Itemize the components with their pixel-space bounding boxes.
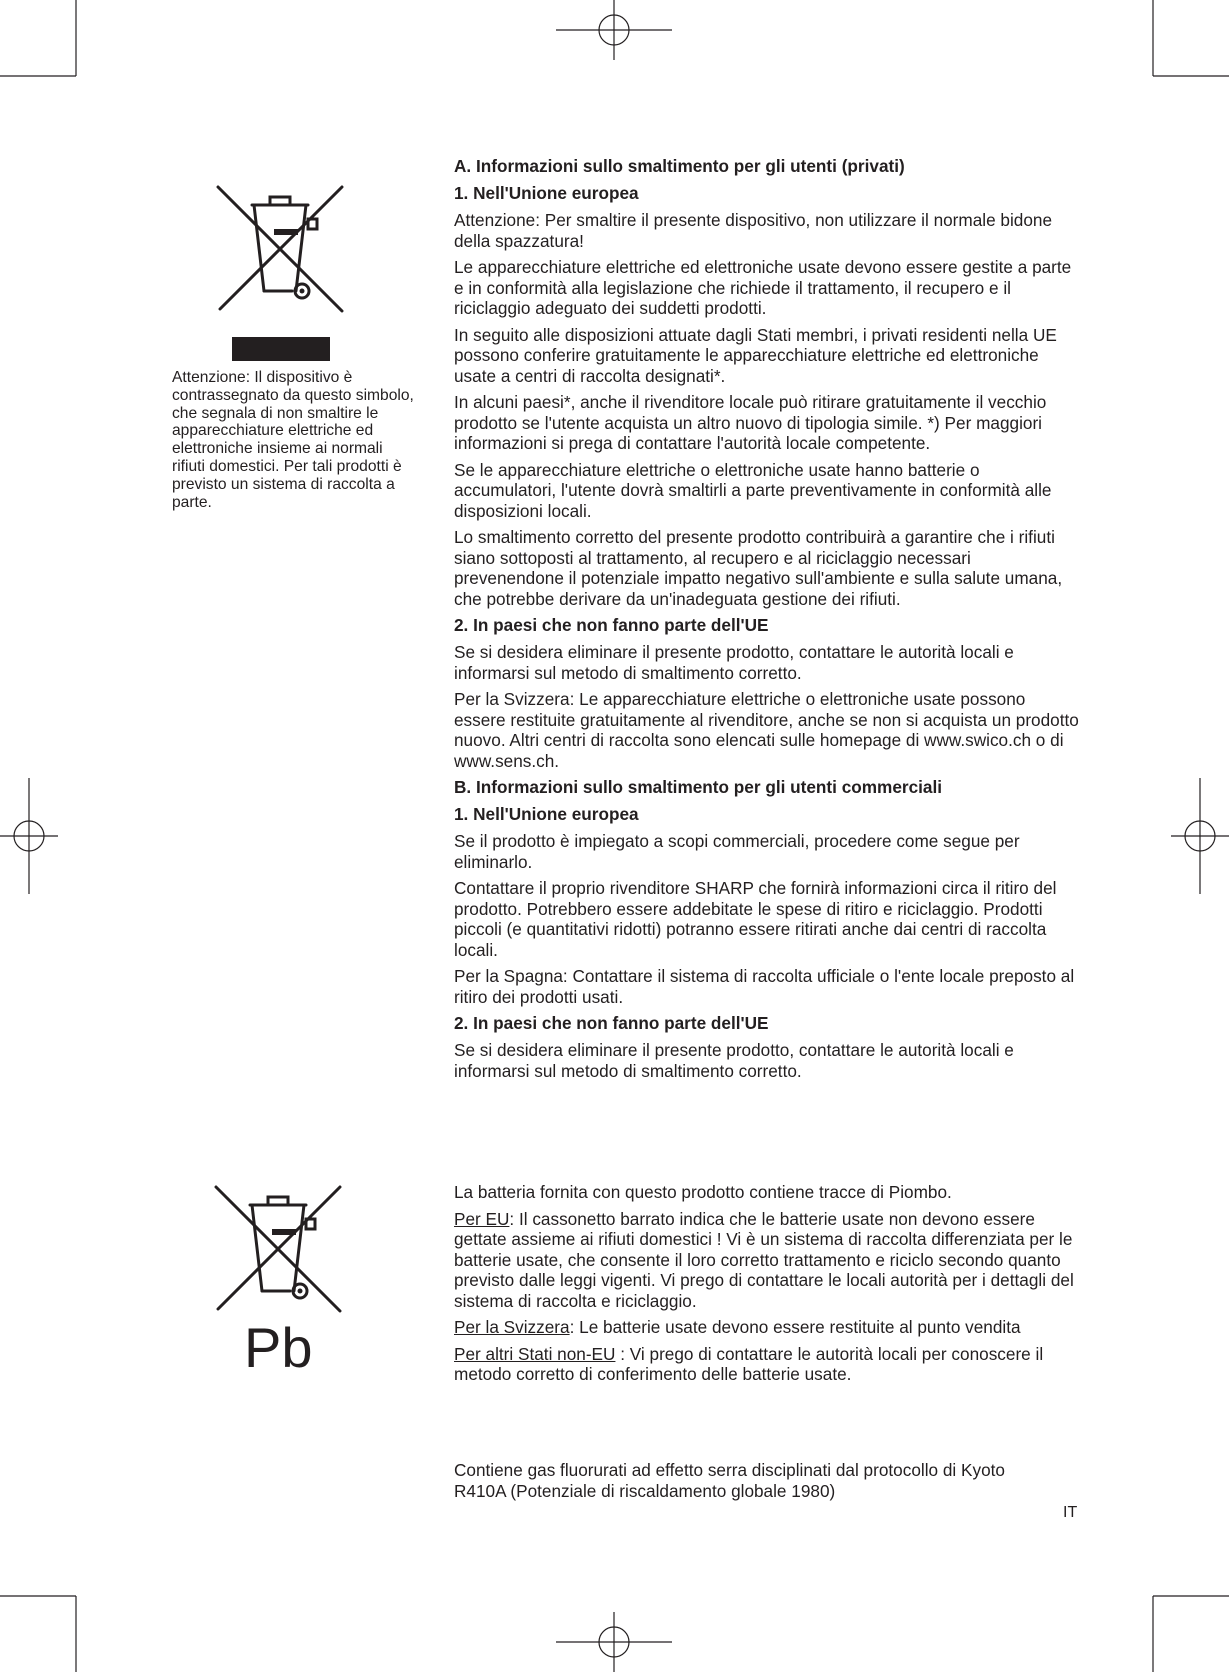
paragraph: Se si desidera eliminare il presente prodotto, contattare le autorità locali e informarsi sul metodo di smaltimento corretto. [454,1040,1014,1081]
fluorinated-gas-info [454,1460,1081,1501]
battery-eu-paragraph [454,1209,1081,1312]
paragraph: Per la Spagna: Contattare il sistema di raccolta ufficiale o l'ente locale preposto al ritiro dei prodotti usati. [454,966,1075,1007]
battery-crossed-bin-icon [212,1183,344,1315]
paragraph: Contattare il proprio rivenditore SHARP che fornirà informazioni circa il ritiro del prodotto. Potrebbero essere addebitate le spese di ritiro e riciclaggio. Prodotti piccoli (e quantitativi ridotti) potranno essere ritirati anche dai centri di raccolta locali. [454,878,1057,960]
battery-other-paragraph [454,1344,1081,1385]
battery-other-label: Per altri Stati non-EU [454,1343,616,1364]
paragraph: In seguito alle disposizioni attuate dagli Stati membri, i privati residenti nella UE possono conferire gratuitamente le apparecchiature elettriche ed elettroniche usate a centri di raccolta designati*. [454,324,1057,386]
paragraph: In alcuni paesi*, anche il rivenditore locale può ritirare gratuitamente il vecchio prodotto se l'utente acquista un altro nuovo di tipologia simile. *) Per maggiori informazioni si prega di contattare l'autorità locale competente. [454,392,1047,453]
section-a-eu-heading: 1. Nell'Unione europea [454,183,639,203]
paragraph: Per la Svizzera: Le apparecchiature elettriche o elettroniche usate possono essere restituite gratuitamente al rivenditore, anche se non si acquista un prodotto nuovo. Altri centri di raccolta sono elencati sulle homepage di www.swico.ch o di www.sens.ch. [454,689,1079,771]
paragraph: Attenzione: Per smaltire il presente dispositivo, non utilizzare il normale bidone della spazzatura! [454,210,1053,251]
section-a-non-eu-heading: 2. In paesi che non fanno parte dell'UE [454,615,769,635]
battery-ch-paragraph [454,1317,1081,1338]
lead-symbol-label: Pb [244,1316,313,1379]
section-b-non-eu-heading: 2. In paesi che non fanno parte dell'UE [454,1013,769,1033]
battery-ch-label: Per la Svizzera [454,1317,570,1337]
battery-other-text: : Vi prego di contattare le autorità locali per conoscere il metodo corretto di conferimento delle batterie usate. [454,1343,1044,1384]
section-b-title: B. Informazioni sullo smaltimento per gli utenti commerciali [454,777,943,797]
paragraph: Se il prodotto è impiegato a scopi commerciali, procedere come segue per eliminarlo. [454,831,1020,872]
gas-line-1: Contiene gas fluorurati ad effetto serra disciplinati dal protocollo di Kyoto [454,1460,1005,1480]
language-code: IT [1063,1504,1078,1521]
battery-eu-label: Per EU [454,1208,510,1229]
black-bar [232,337,330,361]
crossed-bin-icon [214,183,346,315]
battery-info [454,1182,1081,1391]
paragraph: Se si desidera eliminare il presente prodotto, contattare le autorità locali e informarsi sul metodo di smaltimento corretto. [454,642,1014,683]
gas-line-2: R410A (Potenziale di riscaldamento globale 1980) [454,1480,836,1501]
paragraph: Se le apparecchiature elettriche o elettroniche usate hanno batterie o accumulatori, l'utente dovrà smaltirli a parte preventivamente in conformità alle disposizioni locali. [454,459,1052,521]
section-b-eu-heading: 1. Nell'Unione europea [454,804,639,824]
weee-caption: Attenzione: Il dispositivo è contrassegnato da questo simbolo, che segnala di non smaltire le apparecchiature elettriche ed elettroniche insieme ai normali rifiuti domestici. Per tali prodotti è previsto un sistema di raccolta a parte. [172,369,414,511]
disposal-info-column [454,156,1081,1087]
paragraph: Lo smaltimento corretto del presente prodotto contribuirà a garantire che i rifiuti siano sottoposti al trattamento, al recupero e al riciclaggio necessari prevenendone il potenziale impatto negativo sull'ambiente e sulla salute umana, che potrebbe derivare da un'inadeguata gestione dei rifiuti. [454,527,1063,609]
section-a-title: A. Informazioni sullo smaltimento per gli utenti (privati) [454,156,905,176]
battery-eu-text: : Il cassonetto barrato indica che le batterie usate non devono essere gettate assieme ai rifiuti domestici ! Vi è un sistema di raccolta differenziata per le batterie usate, che consente il loro corretto trattamento e riciclo secondo quanto previsto dalle leggi vigenti. Vi prego di contattare le locali autorità per i dettagli del sistema di raccolta e riciclaggio. [454,1208,1074,1311]
battery-ch-text: : Le batterie usate devono essere restituite al punto vendita [569,1317,1021,1337]
battery-intro: La batteria fornita con questo prodotto contiene tracce di Piombo. [454,1182,952,1202]
paragraph: Le apparecchiature elettriche ed elettroniche usate devono essere gestite a parte e in conformità alla legislazione che richiede il trattamento, il recupero e il riciclaggio adeguato dei suddetti prodotti. [454,257,1072,318]
